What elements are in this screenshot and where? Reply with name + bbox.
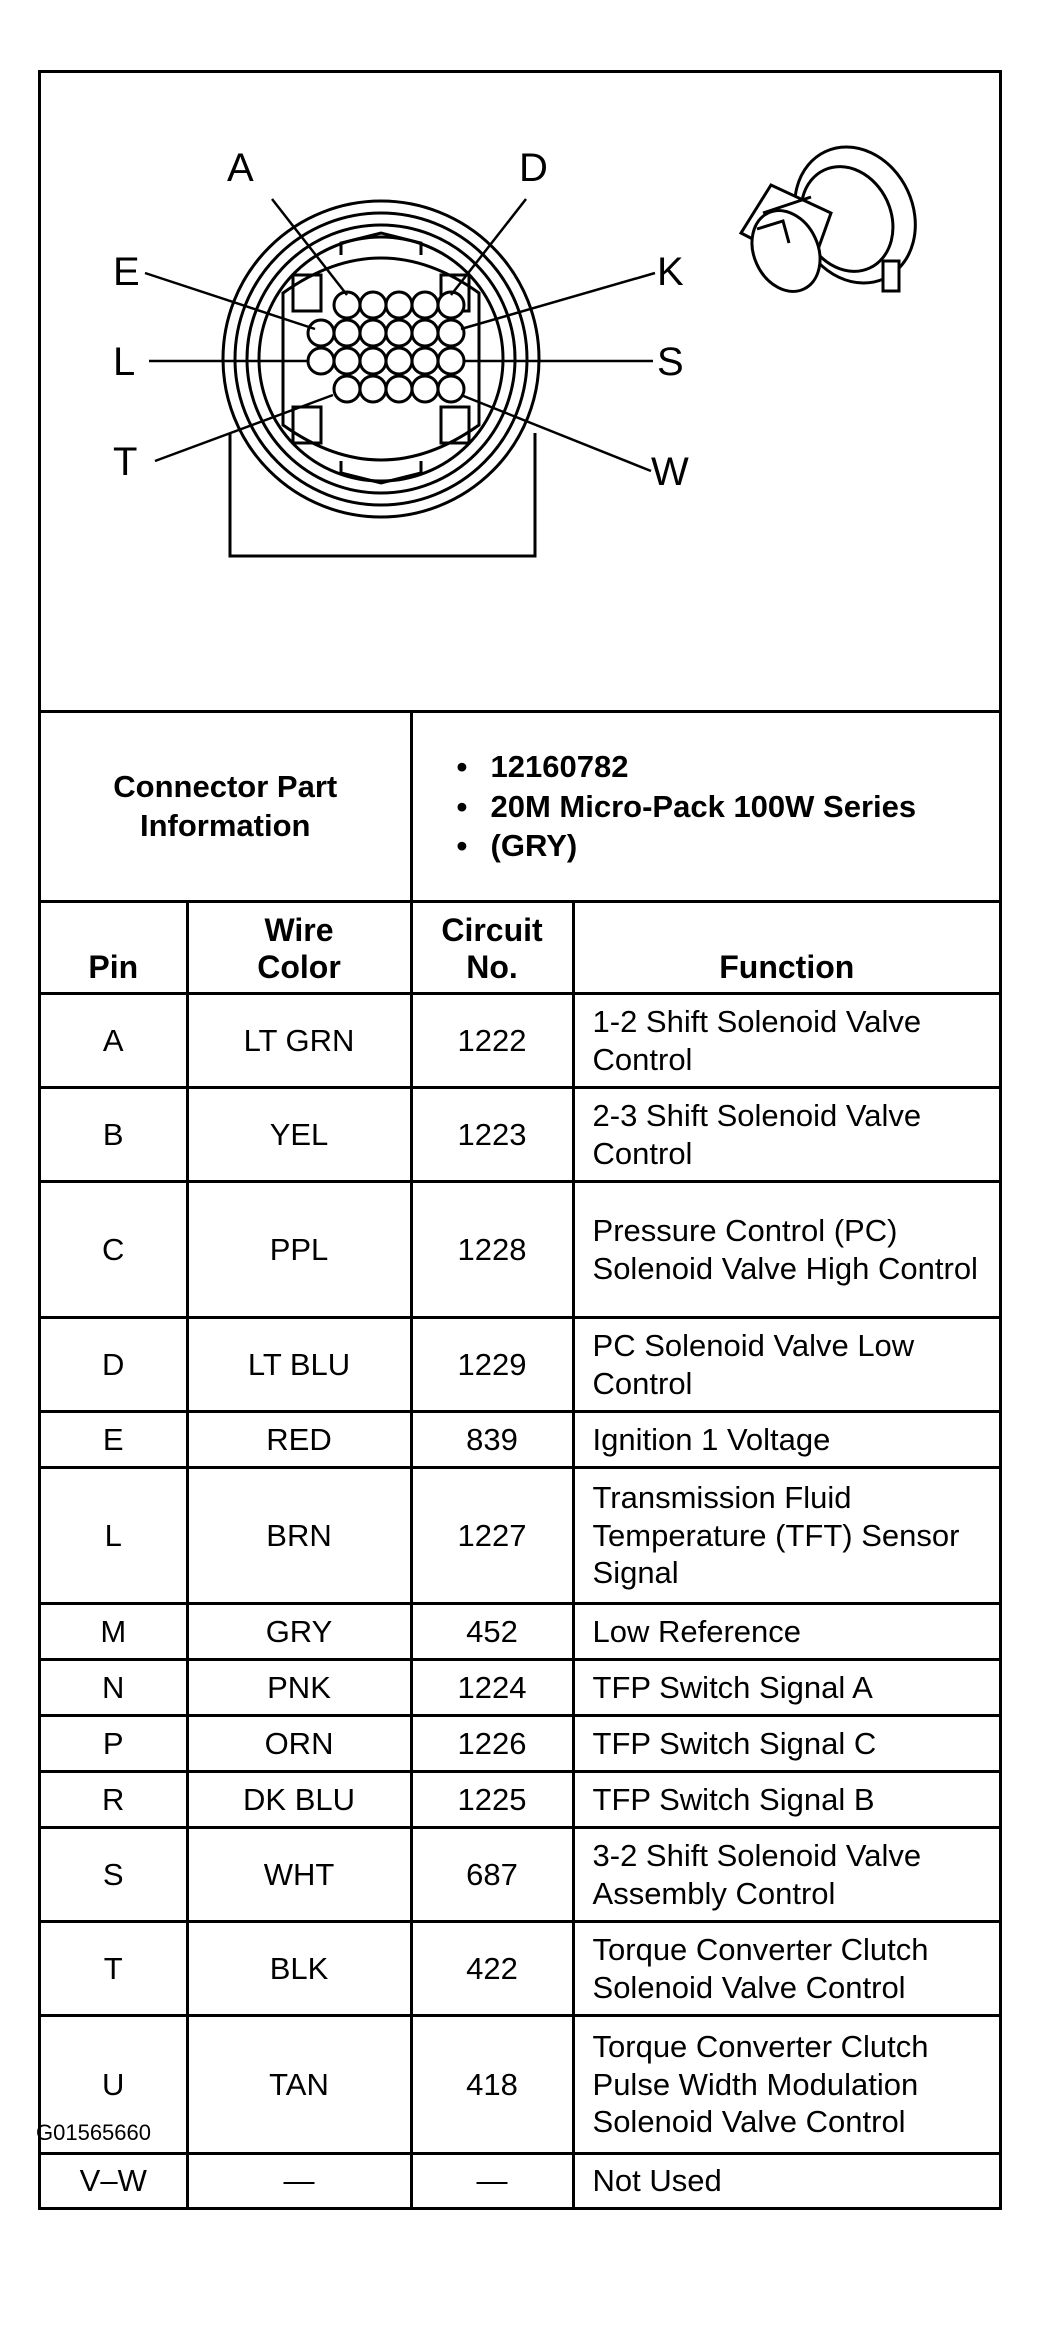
wire-color-cell: RED [187,1412,411,1468]
pin-cell: S [41,1828,187,1922]
wire-color-cell: BLK [187,1922,411,2016]
pin-cell: T [41,1922,187,2016]
pin-label-d: D [519,146,548,190]
pin-cell: R [41,1772,187,1828]
col-header-circuit-no [411,902,573,994]
pin-label-a: A [227,146,254,190]
circuit-cell: 687 [411,1828,573,1922]
table-row [41,1604,999,1660]
col-header-wire-color-line2: Color [257,949,341,986]
pin-label-w: W [651,450,689,494]
connector-info-heading-line1: Connector Part [113,768,338,804]
pin-cell: P [41,1716,187,1772]
table-row [41,1412,999,1468]
pin-cavities [308,292,464,402]
wire-color-cell: BRN [187,1468,411,1604]
connector-info-heading-line2: Information [140,807,311,843]
function-cell: Torque Converter Clutch Solenoid Valve Control [573,1922,999,2016]
function-cell: 3-2 Shift Solenoid Valve Assembly Control [573,1828,999,1922]
pin-label-s: S [657,340,684,384]
wire-color-cell: WHT [187,1828,411,1922]
function-cell: Low Reference [573,1604,999,1660]
pin-cell: U [41,2016,187,2154]
pin-cell: L [41,1468,187,1604]
col-header-circuit-line1: Circuit [441,912,543,949]
pin-label-t: T [113,440,138,484]
table-row [41,1088,999,1182]
pin-cell: N [41,1660,187,1716]
col-header-circuit-line2: No. [466,949,518,986]
table-row [41,1468,999,1604]
circuit-cell: 1224 [411,1660,573,1716]
connector-part-number: • 12160782 [457,747,1000,787]
wire-color-cell: PPL [187,1182,411,1318]
connector-info-heading [41,713,411,902]
wire-color-cell: YEL [187,1088,411,1182]
table-row [41,2154,999,2207]
pin-cell: D [41,1318,187,1412]
col-header-pin: Pin [41,902,187,994]
connector-diagram [41,73,999,713]
connector-info-details [411,713,999,902]
function-cell: 1-2 Shift Solenoid Valve Control [573,994,999,1088]
connector-document [38,70,1002,2210]
circuit-cell: — [411,2154,573,2207]
circuit-cell: 418 [411,2016,573,2154]
circuit-cell: 1223 [411,1088,573,1182]
wire-color-cell: LT GRN [187,994,411,1088]
table-row [41,1716,999,1772]
pin-label-e: E [113,250,140,294]
function-cell: Torque Converter Clutch Pulse Width Modulation Solenoid Valve Control [573,2016,999,2154]
table-row [41,1660,999,1716]
function-cell: 2-3 Shift Solenoid Valve Control [573,1088,999,1182]
circuit-cell: 1225 [411,1772,573,1828]
table-row [41,1922,999,2016]
function-cell: Pressure Control (PC) Solenoid Valve High Control [573,1182,999,1318]
circuit-cell: 1227 [411,1468,573,1604]
pin-cell: A [41,994,187,1088]
pin-label-k: K [657,250,684,294]
pin-table [41,713,999,2207]
wire-color-cell: LT BLU [187,1318,411,1412]
table-row [41,994,999,1088]
wire-color-cell: GRY [187,1604,411,1660]
circuit-cell: 1222 [411,994,573,1088]
table-header-row [41,902,999,994]
wire-color-cell: PNK [187,1660,411,1716]
function-cell: TFP Switch Signal A [573,1660,999,1716]
function-cell: Not Used [573,2154,999,2207]
function-cell: Transmission Fluid Temperature (TFT) Sensor Signal [573,1468,999,1604]
connector-series: • 20M Micro-Pack 100W Series [457,787,1000,827]
table-row [41,1182,999,1318]
circuit-cell: 1229 [411,1318,573,1412]
connector-face-illustration [41,73,999,710]
table-row [41,2016,999,2154]
wire-color-cell: ORN [187,1716,411,1772]
col-header-wire-color-line1: Wire [264,912,334,949]
circuit-cell: 1226 [411,1716,573,1772]
function-cell: TFP Switch Signal B [573,1772,999,1828]
pin-cell: C [41,1182,187,1318]
connector-3d-icon [739,127,937,303]
col-header-function: Function [573,902,999,994]
pin-cell: M [41,1604,187,1660]
circuit-cell: 452 [411,1604,573,1660]
wire-color-cell: TAN [187,2016,411,2154]
function-cell: Ignition 1 Voltage [573,1412,999,1468]
connector-color: • (GRY) [457,826,1000,866]
connector-body-outline [230,433,535,556]
pin-cell: V–W [41,2154,187,2207]
function-cell: TFP Switch Signal C [573,1716,999,1772]
pin-cell: E [41,1412,187,1468]
wire-color-cell: DK BLU [187,1772,411,1828]
table-row [41,1828,999,1922]
figure-code: G01565660 [36,2120,151,2145]
pin-cell: B [41,1088,187,1182]
function-cell: PC Solenoid Valve Low Control [573,1318,999,1412]
pin-label-l: L [113,340,136,384]
connector-info-row [41,713,999,902]
circuit-cell: 839 [411,1412,573,1468]
wire-color-cell: — [187,2154,411,2207]
table-row [41,1318,999,1412]
col-header-wire-color [187,902,411,994]
table-row [41,1772,999,1828]
circuit-cell: 422 [411,1922,573,2016]
circuit-cell: 1228 [411,1182,573,1318]
